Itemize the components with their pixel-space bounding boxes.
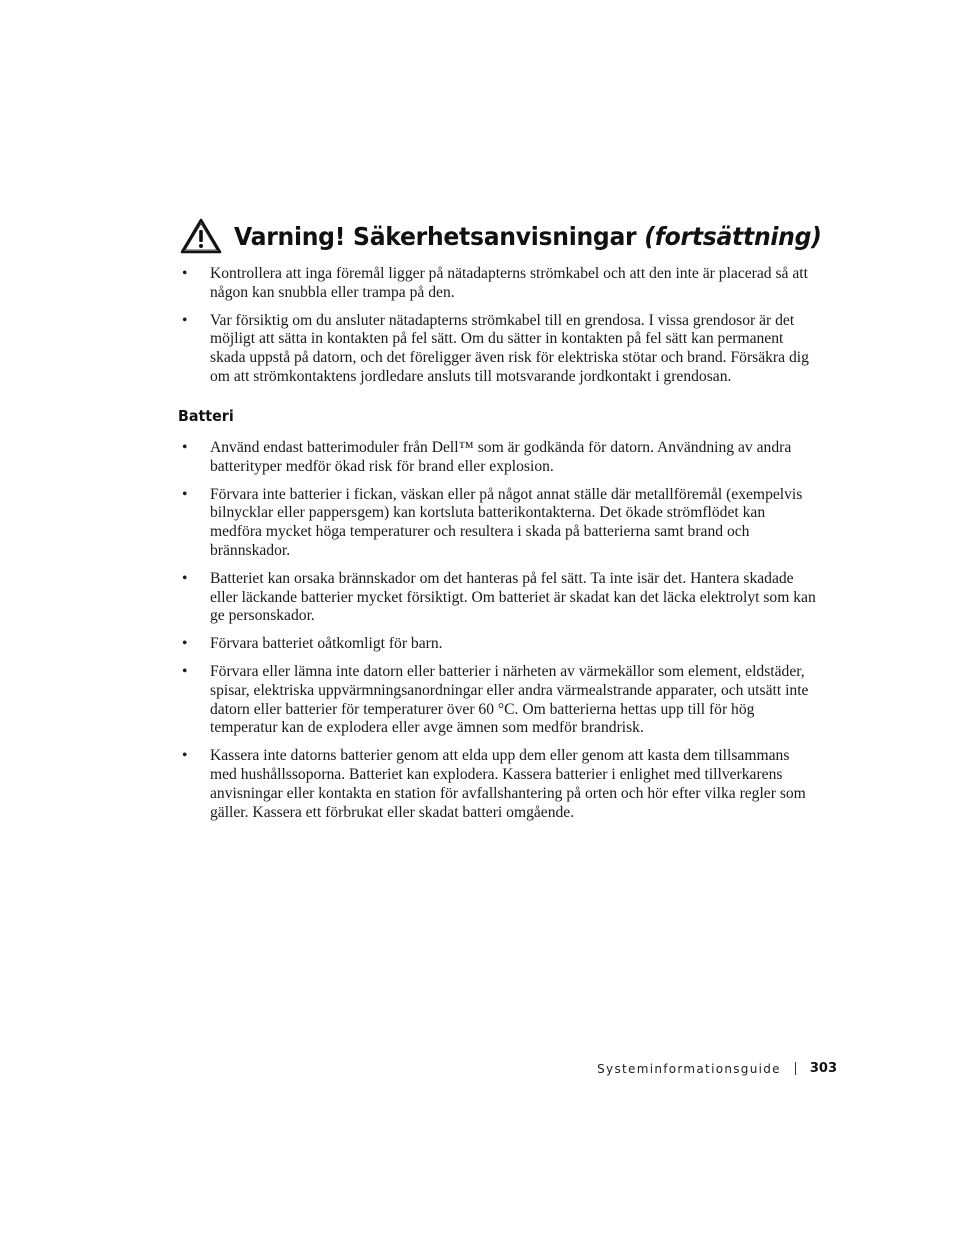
list-item — [180, 570, 820, 626]
list-item — [180, 747, 820, 822]
list-item — [180, 265, 820, 303]
page-title-continued: (fortsättning) — [644, 221, 822, 251]
bullet: • — [182, 662, 188, 680]
list-item-text: Använd endast batterimoduler från Dell™ som är godkända för datorn. Användning av andra batterityper medför ökad risk för brand eller explosion. — [210, 439, 792, 475]
list-item — [180, 312, 820, 387]
list-item — [180, 439, 820, 477]
footer-divider — [795, 1062, 796, 1075]
page-number: 303 — [809, 1061, 837, 1076]
bullet: • — [182, 439, 188, 456]
list-item-text: Förvara inte batterier i fickan, väskan eller på något annat ställe där metallföremål (exempelvis bilnycklar eller pappersgem) kan kortsluta batterikontakterna. Det ökade strömflödet kan medföra mycket höga temperaturer och resultera i skada på batterierna samt brand och brännskador. — [210, 485, 803, 559]
bullet: • — [182, 635, 188, 653]
list-item-text: Kassera inte datorns batterier genom att elda upp dem eller genom att kasta dem tillsammans med hushållssoporna. Batteriet kan explodera. Kassera batterier i enlighet med tillverkarens anvisningar eller kontakta en station för avfallshantering på orten och hör efter vilka regler som gäller. Kassera ett förbrukat eller skadat batteri omgående. — [210, 747, 806, 821]
page-title — [234, 222, 822, 251]
list-item-text: Kontrollera att inga föremål ligger på nätadapterns strömkabel och att den inte är placerad så att någon kan snubbla eller trampa på den. — [210, 265, 808, 301]
section-heading-batteri: Batteri — [178, 407, 234, 425]
battery-list — [180, 439, 820, 831]
list-item-text: Förvara batteriet oåtkomligt för barn. — [210, 635, 443, 653]
page-title-main: Varning! Säkerhetsanvisningar — [234, 221, 637, 251]
page-heading — [180, 218, 859, 254]
list-item-text: Förvara eller lämna inte datorn eller batterier i närheten av värmekällor som element, eldstäder, spisar, elektriska uppvärmningsanordningar eller andra värmealstrande apparater, och utsätt inte datorn eller batterier för temperaturer över 60 °C. Om batterierna hettas upp till för hög temperatur kan de explodera eller avge ämnen som medför brandrisk. — [210, 662, 809, 737]
bullet: • — [182, 569, 188, 587]
list-item — [180, 663, 820, 738]
bullet: • — [182, 485, 188, 503]
bullet: • — [182, 265, 188, 282]
bullet: • — [182, 311, 188, 329]
list-item-text: Var försiktig om du ansluter nätadapterns strömkabel till en grendosa. I vissa grendosor är det möjligt att sätta in kontakten på fel sätt. Om du sätter in kontakten på fel sätt kan permanent skada uppstå på datorn, och det föreligger även risk för elektriska stötar och brand. Försäkra dig om att strömkontaktens jordledare ansluts till motsvarande jordkontakt i grendosan. — [210, 311, 809, 385]
list-item-text: Batteriet kan orsaka brännskador om det hanteras på fel sätt. Ta inte isär det. Hantera skadade eller läckande batterier mycket försiktigt. Om batteriet är skadat kan det läcka elektrolyt som kan ge personskador. — [210, 569, 816, 625]
list-item — [180, 486, 820, 561]
bullet: • — [182, 747, 188, 765]
page-footer — [597, 1061, 837, 1076]
warning-triangle-icon — [180, 218, 222, 254]
list-item — [180, 635, 820, 654]
footer-guide-title: Systeminformationsguide — [597, 1061, 781, 1076]
safety-list — [180, 265, 820, 396]
